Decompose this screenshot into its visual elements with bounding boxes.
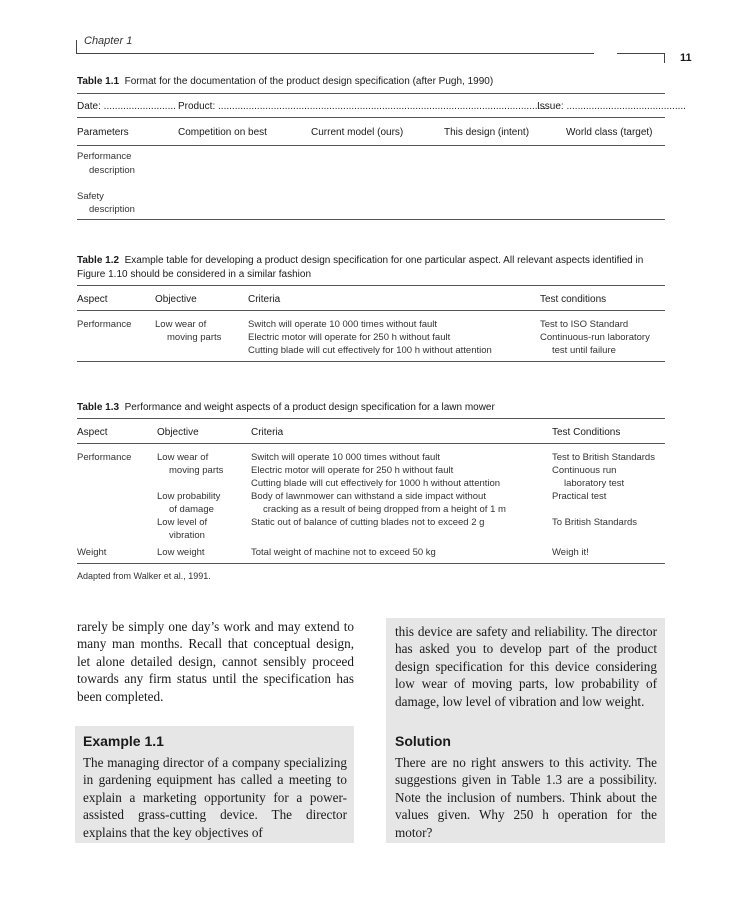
cell: Total weight of machine not to exceed 50 kg [251, 547, 436, 558]
cell: Performance [77, 319, 132, 330]
cell: Test to British Standards [552, 452, 655, 463]
cell: Practical test [552, 491, 607, 502]
caption-text: Format for the documentation of the product design specification (after Pugh, 1990) [124, 76, 494, 87]
example-text: The managing director of a company specializing in gardening equipment has called a meeting to explain a marketing opportunity for a power-assisted grass-cutting device. The director explains that the key objectives of [83, 755, 347, 840]
product-field: Product: ....................................................................................................................... [178, 101, 549, 112]
page-number: 11 [680, 52, 692, 64]
rule [77, 418, 665, 419]
example-continuation-text: this device are safety and reliability. The director has asked you to develop part of the product design specification for this device considering low wear of moving parts, low probability of damage, low level of vibration and low weight. [395, 624, 657, 709]
cell: of damage [169, 504, 214, 515]
cell: Static out of balance of cutting blades not to exceed 2 g [251, 517, 485, 528]
row-label: Performance [77, 151, 132, 162]
col-header: Test Conditions [552, 427, 621, 438]
rule [77, 563, 665, 564]
rule [77, 219, 665, 220]
cell: moving parts [169, 465, 224, 476]
cell: Weigh it! [552, 547, 589, 558]
col-header: World class (target) [566, 127, 653, 138]
body-paragraph: rarely be simply one day’s work and may extend to many man months. Recall that conceptual design, let alone detailed design, cannot sensibly proceed towards any firm status until the specification has been completed. [77, 619, 354, 704]
cell: Electric motor will operate for 250 h without fault [251, 465, 454, 476]
cell: Low probability [157, 491, 221, 502]
rule [77, 93, 665, 94]
col-header: Criteria [251, 427, 284, 438]
cell: Low wear of [157, 452, 209, 463]
rule [77, 145, 665, 146]
col-header: Criteria [248, 294, 281, 305]
rule [77, 310, 665, 311]
example-title: Example 1.1 [83, 733, 164, 749]
col-header: Parameters [77, 127, 129, 138]
table-label: Table 1.3 [77, 402, 120, 413]
header-rule-left [76, 53, 594, 54]
header-rule-right [617, 53, 664, 54]
chapter-label: Chapter 1 [84, 35, 133, 47]
col-header: Objective [155, 294, 197, 305]
cell: Body of lawnmower can withstand a side impact without [251, 491, 486, 502]
table-source: Adapted from Walker et al., 1991. [77, 571, 211, 581]
cell: Cutting blade will cut effectively for 1000 h without attention [251, 478, 501, 489]
row-label: description [89, 165, 135, 176]
table-label: Table 1.2 [77, 255, 120, 266]
col-header: This design (intent) [444, 127, 530, 138]
row-label: description [89, 204, 135, 215]
row-label: Safety [77, 191, 104, 202]
cell: Performance [77, 452, 132, 463]
cell: Weight [77, 547, 107, 558]
table-label: Table 1.1 [77, 76, 120, 87]
col-header: Competition on best [178, 127, 267, 138]
date-field: Date: .......................... [77, 101, 176, 112]
cell: moving parts [167, 332, 222, 343]
table-1-2-caption [77, 254, 665, 282]
cell: vibration [169, 530, 205, 541]
col-header: Aspect [77, 294, 108, 305]
cell: Continuous-run laboratory [540, 332, 650, 343]
cell: cracking as a result of being dropped from a height of 1 m [263, 504, 506, 515]
rule [77, 285, 665, 286]
cell: Cutting blade will cut effectively for 100 h without attention [248, 345, 492, 356]
col-header: Aspect [77, 427, 108, 438]
cell: Switch will operate 10 000 times without fault [248, 319, 438, 330]
header-rule-right-tick [664, 53, 665, 63]
table-1-1-caption [77, 75, 665, 89]
issue-field: Issue: ........................................... [537, 101, 686, 112]
cell: Electric motor will operate for 250 h without fault [248, 332, 451, 343]
col-header: Objective [157, 427, 199, 438]
cell: laboratory test [564, 478, 625, 489]
solution-title: Solution [395, 733, 451, 749]
rule [77, 443, 665, 444]
rule [77, 361, 665, 362]
col-header: Test conditions [540, 294, 607, 305]
col-header: Current model (ours) [311, 127, 404, 138]
cell: To British Standards [552, 517, 638, 528]
rule [77, 117, 665, 118]
header-rule-left-tick [76, 40, 77, 54]
solution-text: There are no right answers to this activity. The suggestions given in Table 1.3 are a possibility. Note the inclusion of numbers. Think about the values given. Why 250 h operation for the motor? [395, 755, 657, 840]
cell: Switch will operate 10 000 times without fault [251, 452, 441, 463]
table-1-3-caption [77, 401, 665, 415]
cell: Low wear of [155, 319, 207, 330]
cell: Continuous run [552, 465, 617, 476]
cell: Low level of [157, 517, 208, 528]
caption-text: Example table for developing a product design specification for one particular aspect. All relevant aspects identified in Figure 1.10 should be considered in a similar fashion [77, 255, 644, 280]
cell: Low weight [157, 547, 205, 558]
cell: Test to ISO Standard [540, 319, 629, 330]
caption-text: Performance and weight aspects of a product design specification for a lawn mower [124, 402, 495, 413]
cell: test until failure [552, 345, 616, 356]
